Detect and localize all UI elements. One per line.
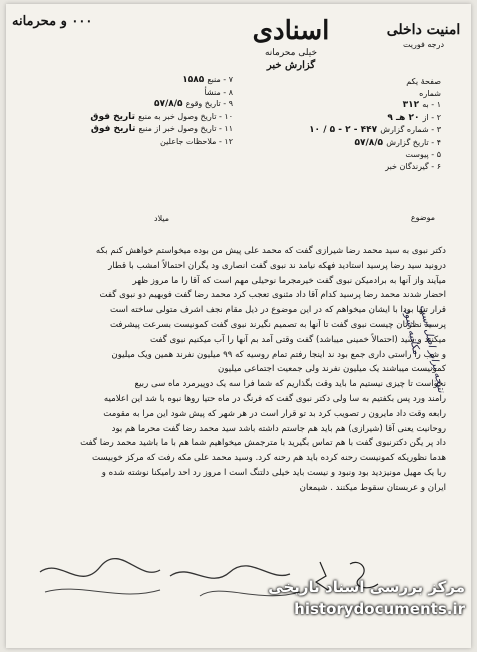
body-line: و شب را راستی داری جمع بود ند اینجا رفتم تمام روسیه که ۹۹ میلیون نفرند همین ویک میلیون (111, 349, 446, 360)
meta-row (68, 136, 233, 148)
body-line: دکتر نبوی به سید محمد رضا شیرازی گفت که محمد علی پیش من بوده میخواستم خواهش کنم بکه (95, 246, 446, 256)
classification-title: اسنادی (252, 16, 330, 46)
classification-block (196, 16, 386, 71)
meta-row (221, 161, 441, 173)
classification-subtitle: خیلی محرمانه (264, 48, 318, 58)
meta-row (68, 111, 233, 124)
body-line: پرسید نظرتان چیست نبوی گفت تا آنها به تصمیم نگیرند نبوی گفت کمونیست بسرعت پیشرفت (109, 319, 446, 330)
meta-label: صفحهٔ یکم (406, 77, 441, 86)
body-line: روحانیت یعنی آقا (شیرازی) هم باید هم جاستم داشته باشد سید محمد رضا گفت محرما هم بود (111, 423, 446, 434)
report-body (46, 244, 446, 496)
watermark-url: historydocuments.ir (294, 600, 465, 618)
meta-value: ۱۵۸۵ (182, 75, 208, 85)
meta-label: ۶ - گیرندگان خبر (385, 161, 441, 171)
body-line: هدما نظوریکه کمونیست رحنه کرده باید هم رحنه کرد. وسید محمد علی مکه رفت که مرکز خوبیست (92, 453, 446, 464)
meta-left (68, 74, 233, 147)
meta-label: ۸ - منشأ (204, 87, 233, 97)
meta-label: ۲ - از (422, 112, 441, 122)
report-type: گزارش خبر (266, 60, 316, 71)
meta-label: ۱۱ - تاریخ وصول خبر از منبع (138, 124, 233, 133)
meta-value: تاریخ فوق (90, 124, 139, 134)
meta-row (221, 112, 441, 125)
meta-label: ۷ - منبع (207, 75, 233, 84)
meta-value: ۵۷/۸/۵ (354, 137, 387, 148)
meta-value: ۲۰ هـ ۹ (387, 112, 423, 123)
meta-row (221, 88, 441, 100)
meta-label: ۱۰ - تاریخ وصول خبر به منبع (138, 111, 233, 121)
meta-label: ۵ - پیوست (405, 150, 441, 159)
stamp-right-subtitle: درجه فوریت (402, 40, 445, 49)
meta-label: ۱۲ - ملاحظات جاعلین (160, 136, 233, 146)
meta-right (221, 76, 441, 172)
classification-stamp-left: ٠٠٠ و محرمانه (12, 14, 162, 36)
body-line: احضار شدند محمد رضا پرسید کدام آقا داد مثنوی تعجب کرد محمد رضا گفت فوبهیم دو نبوی گفت (99, 290, 446, 301)
archive-watermark (235, 578, 465, 642)
subject-label: موضوع (410, 213, 435, 222)
body-line: میآیند واز آنها به برادمیکن نبوی گفت خیرمجرما نوحیلی مهم است که آقا را ما مروز ظهر (132, 275, 446, 286)
watermark-persian: مرکز بررسی اسناد تاریخی (268, 578, 465, 596)
body-line: ایران و عربستان سقوط میکنند . شیمعان (299, 482, 446, 493)
stamp-right-title: امنیت داخلی (386, 22, 461, 38)
body-line: رامند ورد پس بکفتیم به سا ولی دکتر نبوی گفت که فرنگ در ماه حتیا روها نبوه با شد این اعلامیه (103, 393, 446, 404)
meta-label: ۱ - به (422, 100, 441, 109)
meta-label: ۳ - شماره گزارش (380, 125, 441, 134)
margin-note-line: نتیجه برابر اصل است (417, 304, 447, 394)
body-line: درونید سید رضا پرسید استادید فهکه نیامد ند نبوی گفت انصاری ود یگران احتمالاً امشب با قطار (108, 260, 446, 271)
meta-row (68, 123, 233, 136)
document-page (6, 4, 471, 648)
body-line: رابعه وقت داد مایرون ر تصویب کرد بد تو قرار است در هر شهر که پیش شود این مرا به مقومت (103, 408, 446, 419)
body-line: میکنند و سید (احتمالاً خمینی میباشد) گفت وقتی آمد بم آنها را آب میکنیم نبوی گفت (149, 334, 446, 345)
body-line: داد پر یگن دکترنبوی گفت با هم تماس بگیرید با مترجمش میخواهیم شما هم با ما باشید محمد رضا گفت (80, 438, 446, 449)
meta-row (68, 74, 233, 87)
internal-security-stamp (386, 22, 461, 49)
body-line: نخواست تا چیزی نیستیم ما باید وقت بگذاریم که شما فرا سه یک دوپیرمرد ماه سی ربیع (134, 379, 446, 390)
handwritten-margin-note (398, 294, 447, 534)
meta-row (221, 124, 441, 137)
meta-row (221, 99, 441, 112)
meta-label: شماره (419, 88, 441, 98)
body-line: کمونیست میباشند یک میلیون نفرند ولی جمعیت اجتماعی میلیون (218, 364, 446, 375)
meta-value: ۳۱۲ (402, 100, 423, 110)
meta-value: ۴۴۷ - ۲ - ۵ / ۱۰ (309, 125, 381, 135)
meta-row (221, 137, 441, 150)
meta-label: ۹ - تاریخ وقوع (185, 99, 233, 108)
margin-note-line: مکاتبه شود (401, 308, 422, 356)
meta-label: ۴ - تاریخ گزارش (386, 137, 441, 147)
meta-value: تاریخ فوق (90, 111, 139, 122)
body-line: ربا یک مهیل مونیزدید بود ونبود و نیست باید خیلی دلتنگ است ا مروز رد احد رامیکنا نوشته شده و (101, 467, 446, 478)
meta-row (221, 76, 441, 88)
subject-sign: میلاد (154, 214, 170, 223)
meta-row (68, 98, 233, 111)
body-line: قرار تنها بودا با ایشان میخواهم که در این موضوع در ذیل مقام نجف اشرف متولی ساخته است (110, 305, 446, 316)
meta-row (221, 149, 441, 161)
meta-value: ۵۷/۸/۵ (153, 99, 186, 109)
meta-row (68, 87, 233, 99)
